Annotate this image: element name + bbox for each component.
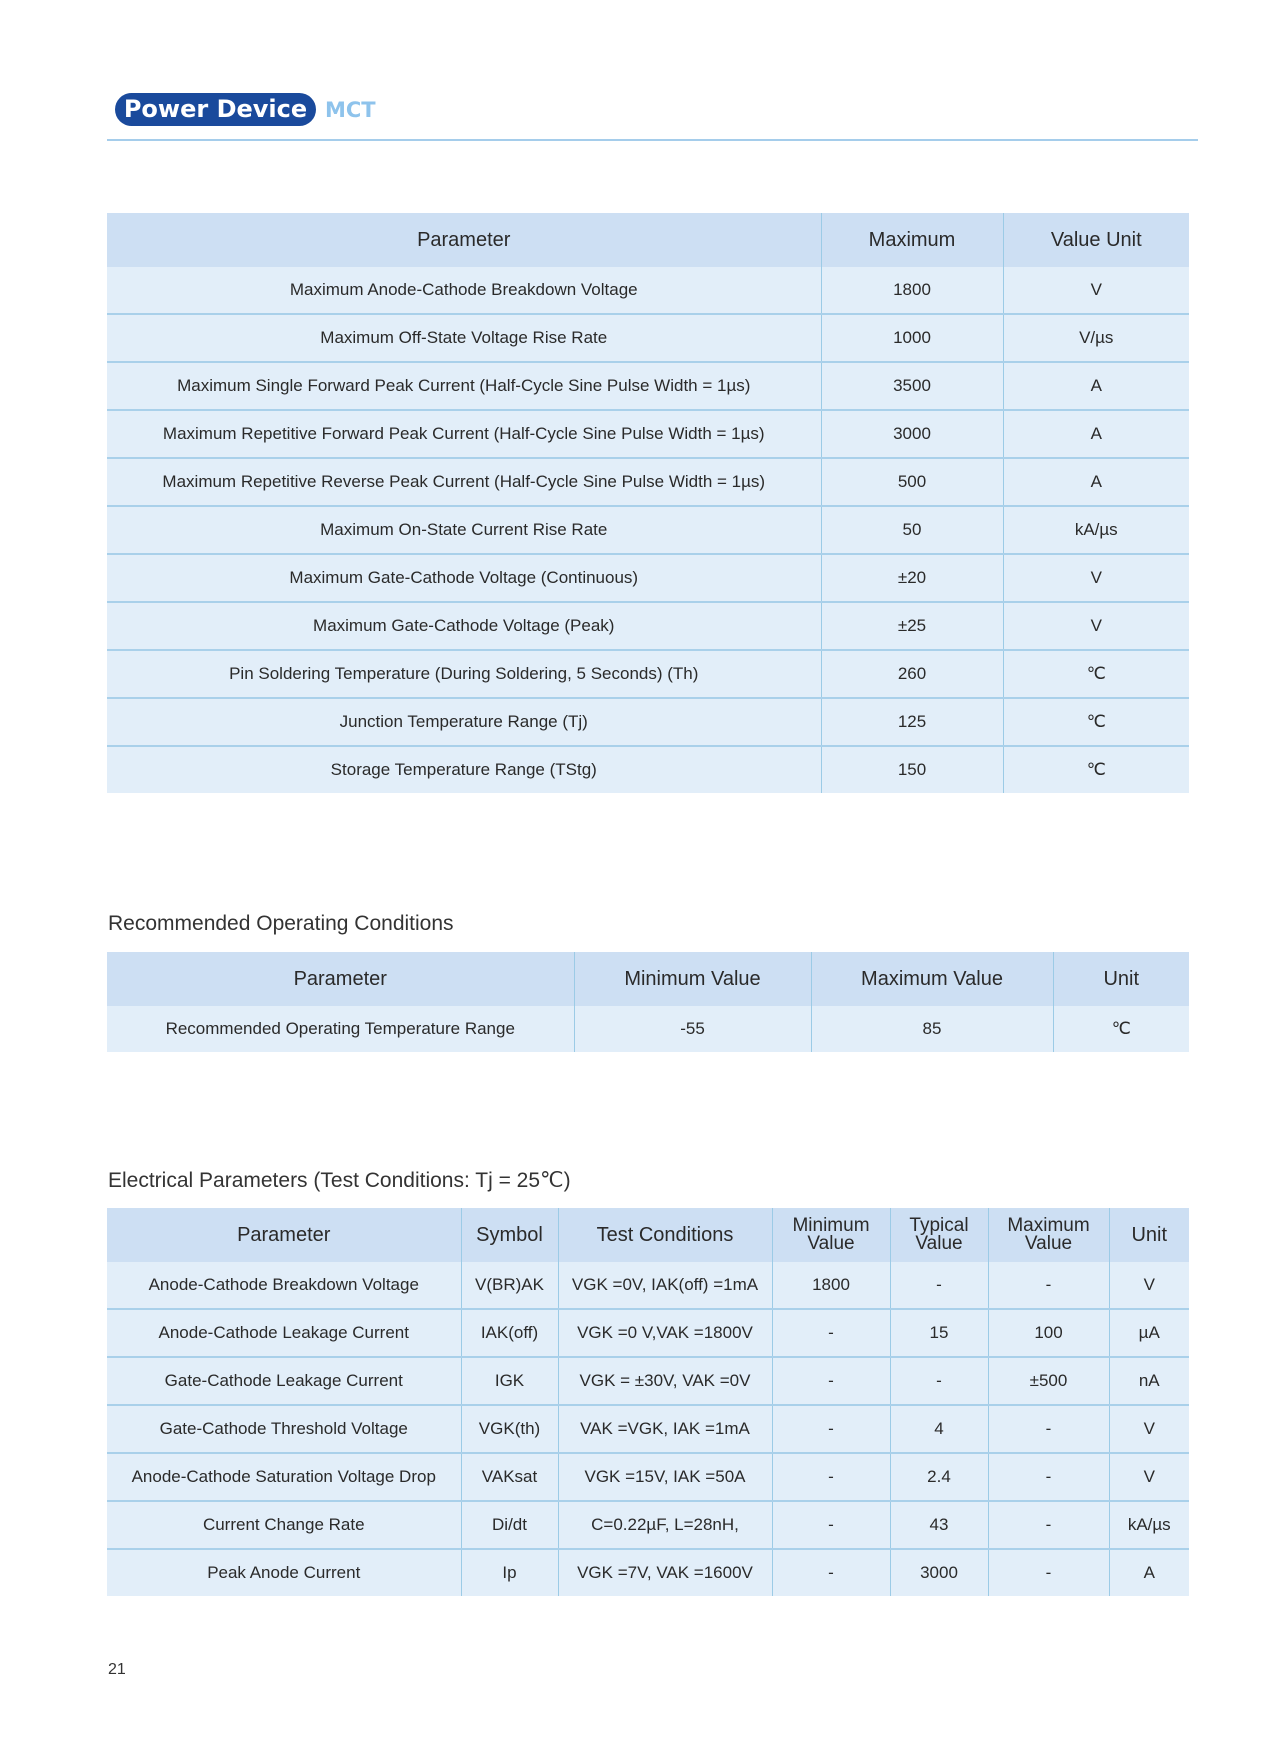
column-header: Typical Value	[890, 1208, 988, 1262]
table-cell: -	[772, 1309, 890, 1357]
table-cell: C=0.22µF, L=28nH,	[558, 1501, 772, 1549]
table-cell: 85	[811, 1006, 1053, 1052]
table-cell: -	[988, 1501, 1109, 1549]
table-cell: nA	[1109, 1357, 1189, 1405]
electrical-parameters-title: Electrical Parameters (Test Conditions: Tj = 25℃)	[108, 1169, 571, 1192]
table-cell: 15	[890, 1309, 988, 1357]
page-number: 21	[108, 1661, 126, 1678]
column-header: Minimum Value	[772, 1208, 890, 1262]
table-cell: Ip	[461, 1549, 558, 1596]
table-cell: ±500	[988, 1357, 1109, 1405]
table-row	[107, 1006, 1189, 1052]
table-cell: Pin Soldering Temperature (During Soldering, 5 Seconds) (Th)	[107, 650, 821, 698]
table-cell: Anode-Cathode Breakdown Voltage	[107, 1262, 461, 1309]
column-header: Test Conditions	[558, 1208, 772, 1262]
table-cell: Gate-Cathode Leakage Current	[107, 1357, 461, 1405]
table-row	[107, 267, 1189, 314]
table-cell: 2.4	[890, 1453, 988, 1501]
table-row	[107, 1549, 1189, 1596]
table-row	[107, 1262, 1189, 1309]
electrical-parameters-table	[107, 1208, 1189, 1596]
table-cell: kA/µs	[1003, 506, 1189, 554]
table-cell: Maximum Repetitive Reverse Peak Current (Half-Cycle Sine Pulse Width = 1µs)	[107, 458, 821, 506]
table-cell: Maximum Gate-Cathode Voltage (Continuous)	[107, 554, 821, 602]
table-cell: 1800	[772, 1262, 890, 1309]
table-cell: VGK =0 V,VAK =1800V	[558, 1309, 772, 1357]
table-row	[107, 314, 1189, 362]
table-cell: V/µs	[1003, 314, 1189, 362]
table-cell: V(BR)AK	[461, 1262, 558, 1309]
table-cell: Maximum On-State Current Rise Rate	[107, 506, 821, 554]
table-cell: 50	[821, 506, 1003, 554]
column-header: Maximum Value	[988, 1208, 1109, 1262]
table-cell: 4	[890, 1405, 988, 1453]
table-cell: VGK =0V, IAK(off) =1mA	[558, 1262, 772, 1309]
table-cell: Di/dt	[461, 1501, 558, 1549]
table-cell: Maximum Off-State Voltage Rise Rate	[107, 314, 821, 362]
table-cell: Maximum Repetitive Forward Peak Current (Half-Cycle Sine Pulse Width = 1µs)	[107, 410, 821, 458]
column-header: Maximum	[821, 213, 1003, 267]
table-cell: V	[1109, 1262, 1189, 1309]
table-cell: -55	[574, 1006, 811, 1052]
table-cell: -	[772, 1405, 890, 1453]
table-row	[107, 506, 1189, 554]
table-row	[107, 1405, 1189, 1453]
table-cell: Maximum Single Forward Peak Current (Half-Cycle Sine Pulse Width = 1µs)	[107, 362, 821, 410]
table-cell: 260	[821, 650, 1003, 698]
table-cell: Current Change Rate	[107, 1501, 461, 1549]
table-row	[107, 1357, 1189, 1405]
table-row	[107, 458, 1189, 506]
column-header: Unit	[1053, 952, 1189, 1006]
table-cell: A	[1109, 1549, 1189, 1596]
table-cell: -	[772, 1501, 890, 1549]
section-badge: Power Device	[115, 93, 316, 126]
table-cell: Gate-Cathode Threshold Voltage	[107, 1405, 461, 1453]
table-cell: -	[988, 1453, 1109, 1501]
table-cell: ℃	[1053, 1006, 1189, 1052]
table-cell: VGK = ±30V, VAK =0V	[558, 1357, 772, 1405]
column-header: Parameter	[107, 213, 821, 267]
column-header: Parameter	[107, 952, 574, 1006]
table-header-row	[107, 952, 1189, 1006]
table-cell: V	[1003, 602, 1189, 650]
table-cell: V	[1003, 267, 1189, 314]
column-header: Unit	[1109, 1208, 1189, 1262]
table-header-row	[107, 213, 1189, 267]
table-cell: µA	[1109, 1309, 1189, 1357]
table-cell: ±20	[821, 554, 1003, 602]
table-cell: A	[1003, 410, 1189, 458]
table-cell: 1800	[821, 267, 1003, 314]
header-divider	[107, 139, 1198, 141]
column-header: Maximum Value	[811, 952, 1053, 1006]
table-cell: V	[1003, 554, 1189, 602]
table-cell: 125	[821, 698, 1003, 746]
table-cell: Recommended Operating Temperature Range	[107, 1006, 574, 1052]
absolute-ratings-table	[107, 213, 1189, 793]
table-cell: IAK(off)	[461, 1309, 558, 1357]
table-cell: Storage Temperature Range (TStg)	[107, 746, 821, 793]
table-cell: Junction Temperature Range (Tj)	[107, 698, 821, 746]
table-cell: Anode-Cathode Leakage Current	[107, 1309, 461, 1357]
table-cell: V	[1109, 1453, 1189, 1501]
table-cell: Maximum Anode-Cathode Breakdown Voltage	[107, 267, 821, 314]
table-cell: -	[988, 1262, 1109, 1309]
table-cell: VGK(th)	[461, 1405, 558, 1453]
operating-conditions-table	[107, 952, 1189, 1052]
table-cell: kA/µs	[1109, 1501, 1189, 1549]
table-cell: VAKsat	[461, 1453, 558, 1501]
table-cell: 500	[821, 458, 1003, 506]
table-row	[107, 746, 1189, 793]
table-cell: ℃	[1003, 746, 1189, 793]
operating-conditions-title: Recommended Operating Conditions	[108, 912, 454, 935]
table-cell: -	[988, 1405, 1109, 1453]
table-cell: -	[988, 1549, 1109, 1596]
table-cell: Peak Anode Current	[107, 1549, 461, 1596]
column-header: Symbol	[461, 1208, 558, 1262]
table-cell: V	[1109, 1405, 1189, 1453]
table-cell: 43	[890, 1501, 988, 1549]
table-row	[107, 1453, 1189, 1501]
table-cell: 150	[821, 746, 1003, 793]
table-cell: VAK =VGK, IAK =1mA	[558, 1405, 772, 1453]
column-header: Value Unit	[1003, 213, 1189, 267]
table-row	[107, 650, 1189, 698]
table-cell: VGK =7V, VAK =1600V	[558, 1549, 772, 1596]
table-cell: -	[772, 1453, 890, 1501]
table-cell: ℃	[1003, 650, 1189, 698]
table-row	[107, 1501, 1189, 1549]
table-cell: A	[1003, 362, 1189, 410]
table-cell: Anode-Cathode Saturation Voltage Drop	[107, 1453, 461, 1501]
table-cell: -	[772, 1549, 890, 1596]
section-subtitle: MCT	[325, 98, 376, 122]
table-cell: 3500	[821, 362, 1003, 410]
table-row	[107, 410, 1189, 458]
table-row	[107, 1309, 1189, 1357]
table-cell: Maximum Gate-Cathode Voltage (Peak)	[107, 602, 821, 650]
table-row	[107, 698, 1189, 746]
table-row	[107, 602, 1189, 650]
table-cell: 3000	[821, 410, 1003, 458]
table-cell: -	[772, 1357, 890, 1405]
table-row	[107, 362, 1189, 410]
table-cell: 3000	[890, 1549, 988, 1596]
table-cell: -	[890, 1262, 988, 1309]
column-header: Parameter	[107, 1208, 461, 1262]
table-cell: IGK	[461, 1357, 558, 1405]
table-cell: ℃	[1003, 698, 1189, 746]
table-cell: A	[1003, 458, 1189, 506]
table-cell: 100	[988, 1309, 1109, 1357]
table-cell: 1000	[821, 314, 1003, 362]
column-header: Minimum Value	[574, 952, 811, 1006]
table-cell: ±25	[821, 602, 1003, 650]
table-row	[107, 554, 1189, 602]
table-header-row	[107, 1208, 1189, 1262]
table-cell: -	[890, 1357, 988, 1405]
table-cell: VGK =15V, IAK =50A	[558, 1453, 772, 1501]
